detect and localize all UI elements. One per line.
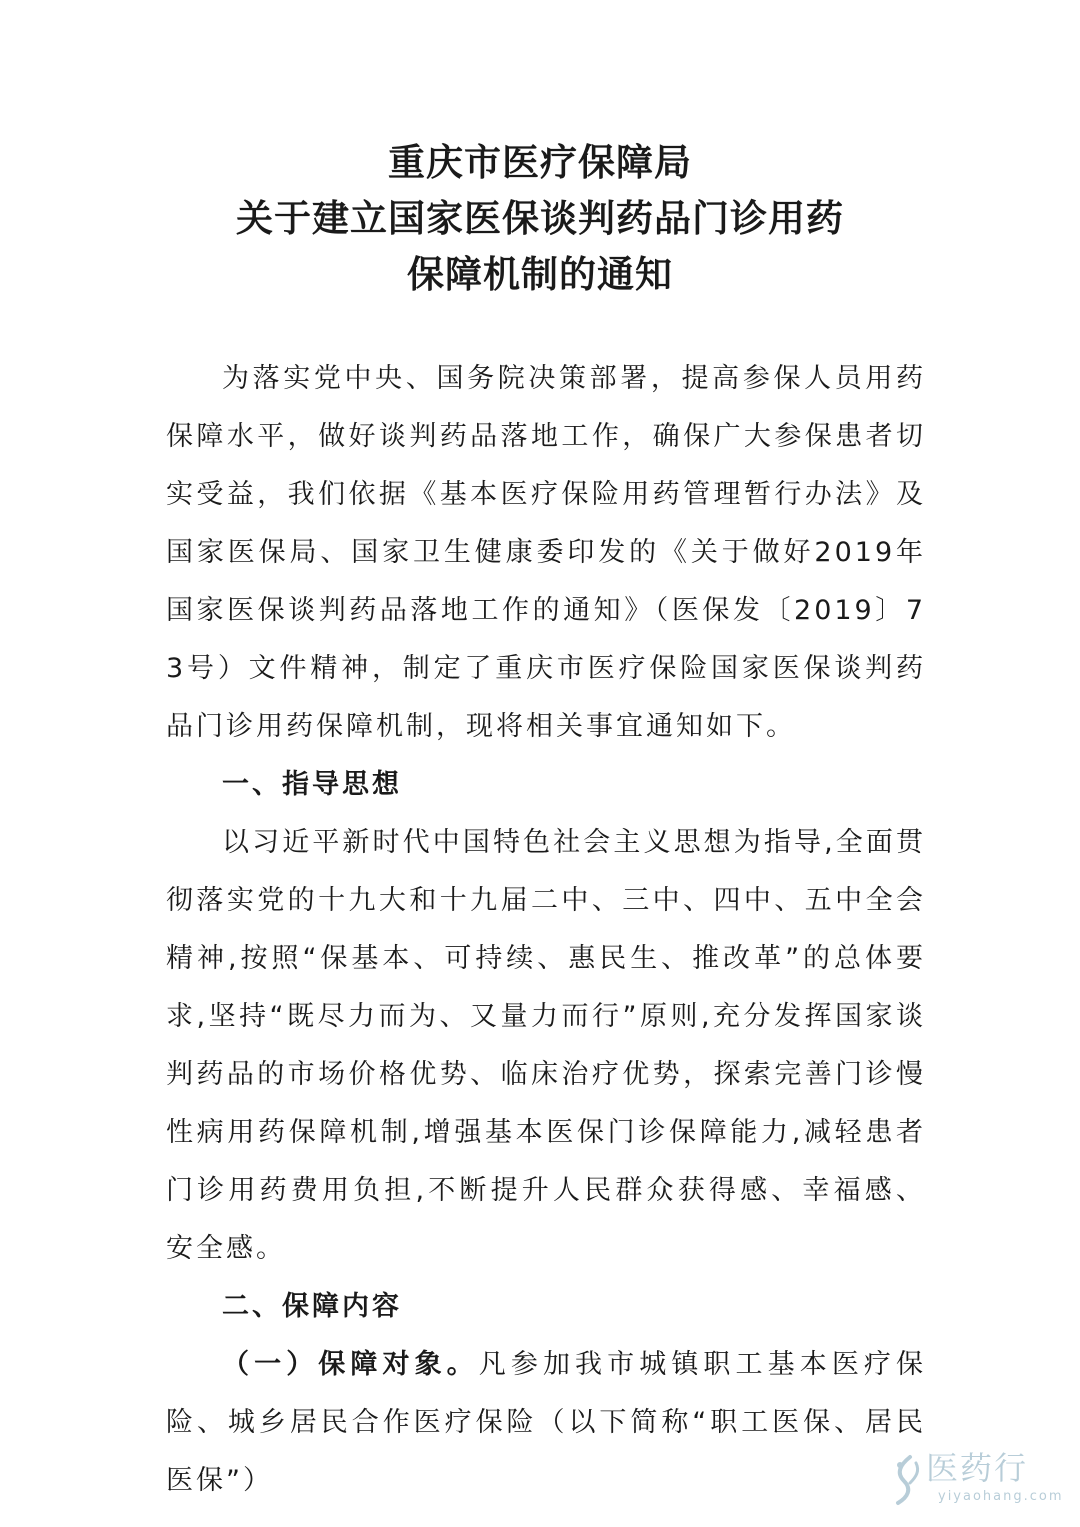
- intro-paragraph: 为落实党中央、国务院决策部署，提高参保人员用药保障水平，做好谈判药品落地工作，确保广大参保患者切实受益，我们依据《基本医疗保险用药管理暂行办法》及国家医保局、国家卫生健康委印发的《关于做好2019年国家医保谈判药品落地工作的通知》（医保发〔2019〕73号）文件精神，制定了重庆市医疗保险国家医保谈判药品门诊用药保障机制，现将相关事宜通知如下。: [166, 363, 926, 742]
- yiyaohang-logo-icon: [886, 1453, 926, 1507]
- title-line-1: 重庆市医疗保障局: [388, 140, 692, 184]
- section-heading-coverage-content: 二、保障内容: [222, 1291, 402, 1322]
- watermark-brand-cn: 医药行: [926, 1449, 1029, 1487]
- coverage-target-paragraph: [166, 1336, 926, 1510]
- document-body: [166, 350, 926, 1510]
- title-line-3: 保障机制的通知: [407, 252, 673, 296]
- coverage-target-text: 凡参加我市城镇职工基本医疗保险、城乡居民合作医疗保险（以下简称“职工医保、居民医保”）: [166, 1349, 927, 1496]
- watermark-brand-url: yiyaohang.com: [938, 1489, 1064, 1504]
- guiding-ideology-paragraph: 以习近平新时代中国特色社会主义思想为指导,全面贯彻落实党的十九大和十九届二中、三中、四中、五中全会精神,按照“保基本、可持续、惠民生、推改革”的总体要求,坚持“既尽力而为、又量力而行”原则,充分发挥国家谈判药品的市场价格优势、临床治疗优势，探索完善门诊慢性病用药保障机制,增强基本医保门诊保障能力,减轻患者门诊用药费用负担,不断提升人民群众获得感、幸福感、安全感。: [166, 827, 926, 1264]
- section-heading-guiding-ideology: 一、指导思想: [222, 769, 402, 800]
- watermark: [886, 1449, 1066, 1511]
- coverage-target-heading: （一）保障对象。: [222, 1349, 479, 1380]
- document-title: [0, 134, 1080, 302]
- title-line-2: 关于建立国家医保谈判药品门诊用药: [236, 196, 844, 240]
